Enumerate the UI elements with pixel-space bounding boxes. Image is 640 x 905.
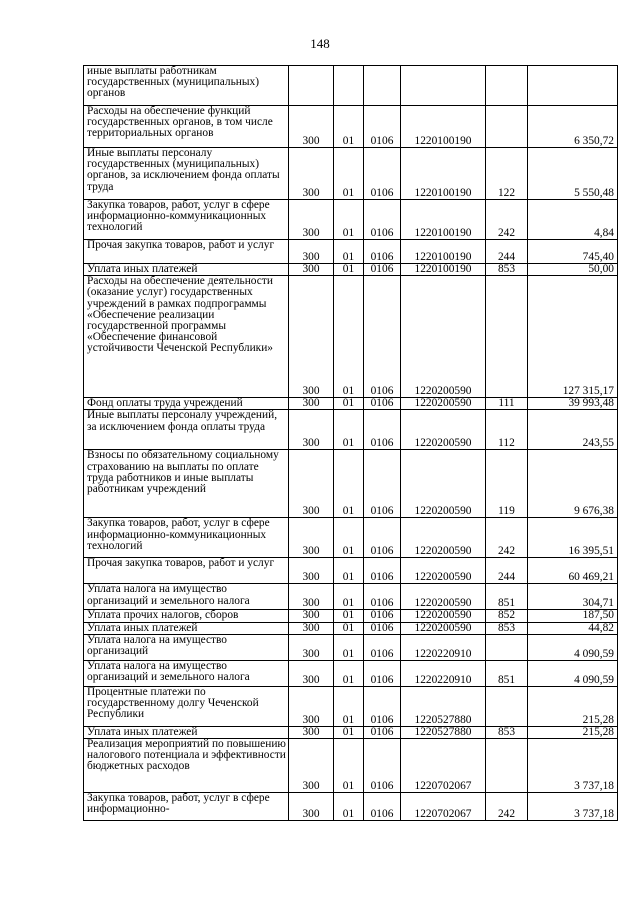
row-section-code: 01: [334, 518, 364, 558]
row-subsection-code: 0106: [364, 450, 401, 518]
row-ministry-code: 300: [289, 793, 334, 821]
row-amount: 44,82: [528, 622, 618, 634]
table-row: [84, 148, 618, 200]
row-ministry-code: [289, 66, 334, 106]
row-expense-type-code: 242: [486, 518, 528, 558]
row-amount: 215,28: [528, 726, 618, 738]
row-section-code: 01: [334, 634, 364, 660]
row-section-code: 01: [334, 726, 364, 738]
table-row: [84, 450, 618, 518]
row-target-code: 1220200590: [401, 518, 486, 558]
budget-table: [83, 65, 618, 821]
row-ministry-code: 300: [289, 686, 334, 726]
row-name: Уплата прочих налогов, сборов: [84, 610, 289, 622]
row-subsection-code: 0106: [364, 726, 401, 738]
row-amount: 3 737,18: [528, 739, 618, 793]
row-subsection-code: [364, 66, 401, 106]
row-name: Уплата иных платежей: [84, 264, 289, 276]
row-ministry-code: 300: [289, 584, 334, 610]
row-name: Уплата иных платежей: [84, 622, 289, 634]
table-row: [84, 240, 618, 264]
row-section-code: 01: [334, 558, 364, 584]
row-subsection-code: 0106: [364, 410, 401, 450]
table-row: [84, 106, 618, 148]
row-section-code: 01: [334, 739, 364, 793]
row-section-code: 01: [334, 398, 364, 410]
row-target-code: 1220100190: [401, 106, 486, 148]
row-ministry-code: 300: [289, 148, 334, 200]
row-target-code: 1220220910: [401, 660, 486, 686]
row-name: Взносы по обязательному социальному страхованию на выплаты по оплате труда работников и иные выплаты работникам учреждений: [84, 450, 289, 518]
row-name: Реализация мероприятий по повышению налогового потенциала и эффективности бюджетных расходов: [84, 739, 289, 793]
row-target-code: 1220200590: [401, 450, 486, 518]
row-section-code: 01: [334, 106, 364, 148]
row-target-code: 1220100190: [401, 264, 486, 276]
row-target-code: 1220200590: [401, 610, 486, 622]
row-expense-type-code: 112: [486, 410, 528, 450]
row-target-code: 1220702067: [401, 793, 486, 821]
row-name: Закупка товаров, работ, услуг в сфере информационно-коммуникационных технологий: [84, 200, 289, 240]
row-amount: 5 550,48: [528, 148, 618, 200]
row-target-code: 1220100190: [401, 240, 486, 264]
row-subsection-code: 0106: [364, 739, 401, 793]
row-target-code: 1220100190: [401, 148, 486, 200]
row-expense-type-code: 851: [486, 660, 528, 686]
row-section-code: 01: [334, 148, 364, 200]
row-amount: 16 395,51: [528, 518, 618, 558]
row-ministry-code: 300: [289, 518, 334, 558]
row-subsection-code: 0106: [364, 148, 401, 200]
row-ministry-code: 300: [289, 240, 334, 264]
row-subsection-code: 0106: [364, 793, 401, 821]
row-expense-type-code: 119: [486, 450, 528, 518]
row-amount: 3 737,18: [528, 793, 618, 821]
row-amount: 6 350,72: [528, 106, 618, 148]
row-subsection-code: 0106: [364, 660, 401, 686]
row-target-code: 1220200590: [401, 558, 486, 584]
row-subsection-code: 0106: [364, 200, 401, 240]
row-ministry-code: 300: [289, 450, 334, 518]
row-target-code: 1220200590: [401, 410, 486, 450]
row-section-code: [334, 66, 364, 106]
row-name: иные выплаты работникам государственных (муниципальных) органов: [84, 66, 289, 106]
table-row: [84, 610, 618, 622]
table-row: [84, 634, 618, 660]
row-ministry-code: 300: [289, 558, 334, 584]
row-subsection-code: 0106: [364, 634, 401, 660]
row-ministry-code: 300: [289, 398, 334, 410]
row-subsection-code: 0106: [364, 264, 401, 276]
row-target-code: 1220702067: [401, 739, 486, 793]
table-row: [84, 66, 618, 106]
row-subsection-code: 0106: [364, 584, 401, 610]
row-section-code: 01: [334, 793, 364, 821]
table-row: [84, 793, 618, 821]
row-name: Уплата иных платежей: [84, 726, 289, 738]
row-expense-type-code: [486, 634, 528, 660]
table-row: [84, 398, 618, 410]
row-ministry-code: 300: [289, 200, 334, 240]
row-expense-type-code: [486, 739, 528, 793]
row-name: Уплата налога на имущество организаций и земельного налога: [84, 584, 289, 610]
row-amount: 50,00: [528, 264, 618, 276]
row-section-code: 01: [334, 240, 364, 264]
row-subsection-code: 0106: [364, 622, 401, 634]
row-section-code: 01: [334, 622, 364, 634]
row-name: Расходы на обеспечение функций государственных органов, в том числе территориальных органов: [84, 106, 289, 148]
row-section-code: 01: [334, 686, 364, 726]
row-name: Закупка товаров, работ, услуг в сфере информационно-коммуникационных технологий: [84, 518, 289, 558]
row-subsection-code: 0106: [364, 106, 401, 148]
row-ministry-code: 300: [289, 634, 334, 660]
row-expense-type-code: 852: [486, 610, 528, 622]
table-row: [84, 739, 618, 793]
table-row: [84, 622, 618, 634]
row-name: Расходы на обеспечение деятельности (оказание услуг) государственных учреждений в рамках подпрограммы «Обеспечение реализации государственной программы «Обеспечение финансовой устойчивости Чеченской Республики»: [84, 276, 289, 398]
row-ministry-code: 300: [289, 106, 334, 148]
row-expense-type-code: 111: [486, 398, 528, 410]
row-subsection-code: 0106: [364, 240, 401, 264]
table-row: [84, 686, 618, 726]
row-expense-type-code: [486, 106, 528, 148]
row-name: Закупка товаров, работ, услуг в сфере информационно-: [84, 793, 289, 821]
row-subsection-code: 0106: [364, 558, 401, 584]
table-row: [84, 518, 618, 558]
row-target-code: 1220527880: [401, 726, 486, 738]
row-expense-type-code: 242: [486, 793, 528, 821]
row-ministry-code: 300: [289, 739, 334, 793]
row-expense-type-code: [486, 686, 528, 726]
table-row: [84, 200, 618, 240]
row-ministry-code: 300: [289, 622, 334, 634]
row-ministry-code: 300: [289, 610, 334, 622]
table-row: [84, 410, 618, 450]
row-amount: 243,55: [528, 410, 618, 450]
row-ministry-code: 300: [289, 410, 334, 450]
row-expense-type-code: 853: [486, 264, 528, 276]
row-name: Уплата налога на имущество организаций: [84, 634, 289, 660]
row-amount: 4,84: [528, 200, 618, 240]
row-amount: 745,40: [528, 240, 618, 264]
row-ministry-code: 300: [289, 276, 334, 398]
row-target-code: 1220100190: [401, 200, 486, 240]
row-expense-type-code: [486, 276, 528, 398]
row-subsection-code: 0106: [364, 518, 401, 558]
budget-table-body: [84, 66, 618, 821]
table-row: [84, 726, 618, 738]
table-row: [84, 276, 618, 398]
row-name: Иные выплаты персоналу учреждений, за исключением фонда оплаты труда: [84, 410, 289, 450]
row-target-code: 1220200590: [401, 398, 486, 410]
row-name: Иные выплаты персоналу государственных (муниципальных) органов, за исключением фонда оплаты труда: [84, 148, 289, 200]
row-name: Уплата налога на имущество организаций и земельного налога: [84, 660, 289, 686]
row-subsection-code: 0106: [364, 276, 401, 398]
row-target-code: [401, 66, 486, 106]
row-expense-type-code: 242: [486, 200, 528, 240]
row-subsection-code: 0106: [364, 686, 401, 726]
row-section-code: 01: [334, 660, 364, 686]
row-section-code: 01: [334, 410, 364, 450]
table-row: [84, 660, 618, 686]
row-target-code: 1220200590: [401, 622, 486, 634]
row-name: Прочая закупка товаров, работ и услуг: [84, 240, 289, 264]
row-section-code: 01: [334, 450, 364, 518]
row-name: Прочая закупка товаров, работ и услуг: [84, 558, 289, 584]
row-section-code: 01: [334, 584, 364, 610]
row-section-code: 01: [334, 200, 364, 240]
row-section-code: 01: [334, 610, 364, 622]
row-subsection-code: 0106: [364, 398, 401, 410]
row-section-code: 01: [334, 276, 364, 398]
row-amount: 127 315,17: [528, 276, 618, 398]
row-expense-type-code: 853: [486, 726, 528, 738]
row-amount: 4 090,59: [528, 634, 618, 660]
row-amount: 60 469,21: [528, 558, 618, 584]
row-amount: 304,71: [528, 584, 618, 610]
row-amount: [528, 66, 618, 106]
row-name: Фонд оплаты труда учреждений: [84, 398, 289, 410]
row-target-code: 1220527880: [401, 686, 486, 726]
row-expense-type-code: 244: [486, 240, 528, 264]
row-ministry-code: 300: [289, 264, 334, 276]
row-amount: 39 993,48: [528, 398, 618, 410]
row-amount: 187,50: [528, 610, 618, 622]
row-expense-type-code: [486, 66, 528, 106]
row-target-code: 1220200590: [401, 276, 486, 398]
row-ministry-code: 300: [289, 726, 334, 738]
row-ministry-code: 300: [289, 660, 334, 686]
page-number: 148: [310, 36, 330, 51]
row-section-code: 01: [334, 264, 364, 276]
row-amount: 215,28: [528, 686, 618, 726]
row-expense-type-code: 851: [486, 584, 528, 610]
table-row: [84, 584, 618, 610]
row-name: Процентные платежи по государственному долгу Чеченской Республики: [84, 686, 289, 726]
table-row: [84, 264, 618, 276]
row-expense-type-code: 853: [486, 622, 528, 634]
row-amount: 4 090,59: [528, 660, 618, 686]
row-expense-type-code: 122: [486, 148, 528, 200]
row-subsection-code: 0106: [364, 610, 401, 622]
row-amount: 9 676,38: [528, 450, 618, 518]
row-target-code: 1220200590: [401, 584, 486, 610]
row-expense-type-code: 244: [486, 558, 528, 584]
row-target-code: 1220220910: [401, 634, 486, 660]
table-row: [84, 558, 618, 584]
